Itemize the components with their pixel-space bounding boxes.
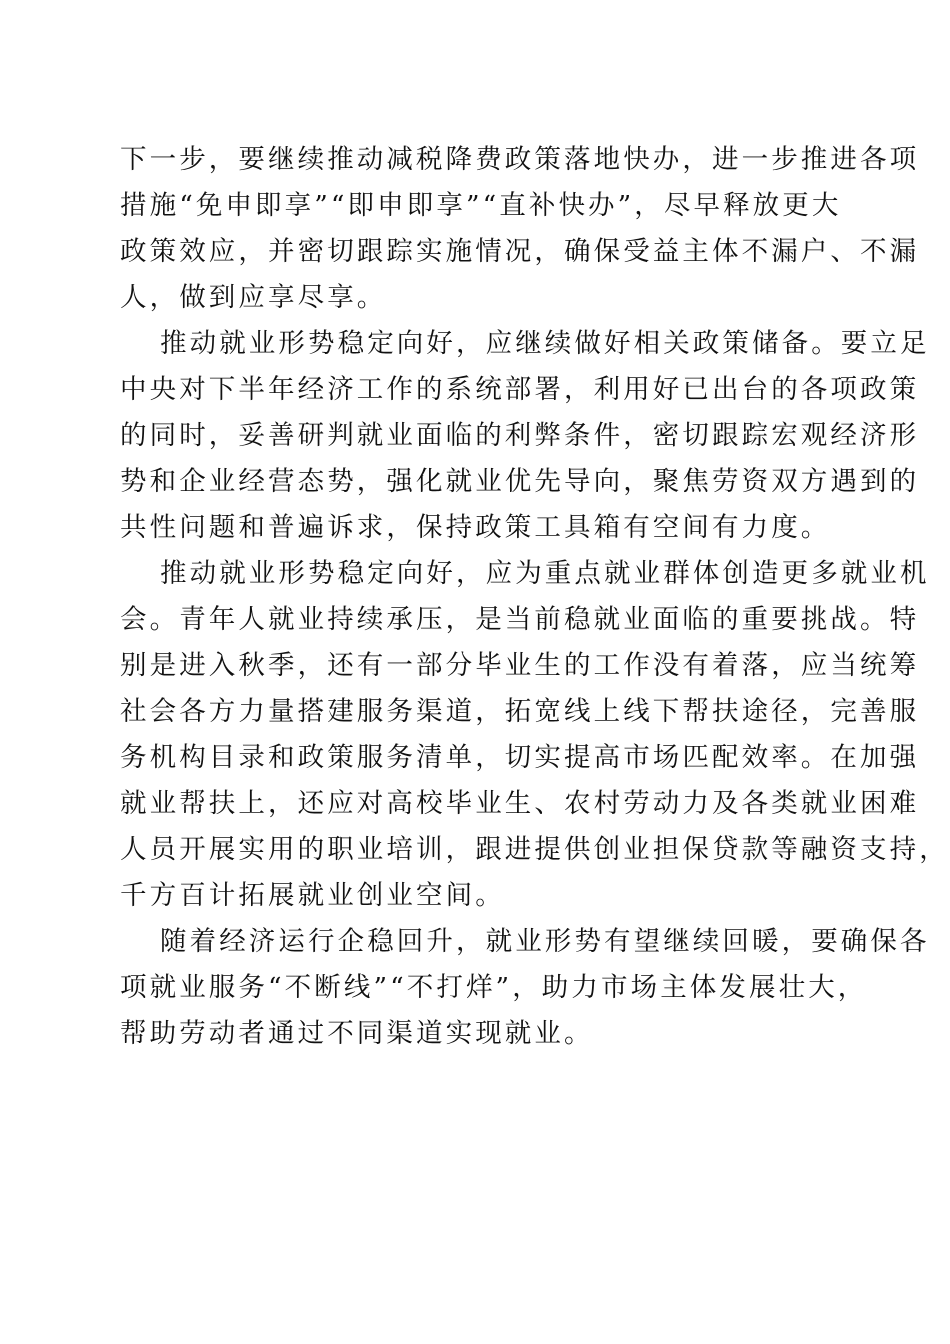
text-line: 下一步，要继续推动减税降费政策落地快办，进一步推进各项 — [120, 144, 920, 175]
paragraph-3 — [120, 551, 949, 919]
text-line: 共性问题和普遍诉求，保持政策工具箱有空间有力度。 — [120, 512, 831, 543]
text-line: 社会各方力量搭建服务渠道，拓宽线上线下帮扶途径，完善服 — [120, 696, 920, 727]
text-line: 中央对下半年经济工作的系统部署，利用好已出台的各项政策 — [120, 374, 920, 405]
text-line: 帮助劳动者通过不同渠道实现就业。 — [120, 1018, 594, 1049]
text-line: 推动就业形势稳定向好，应继续做好相关政策储备。要立足 — [160, 328, 930, 359]
paragraph-1 — [120, 137, 920, 321]
text-line: 人，做到应享尽享。 — [120, 282, 387, 313]
text-line: 项就业服务“不断线”“不打烊”，助力市场主体发展壮大， — [120, 972, 868, 1003]
text-line: 人员开展实用的职业培训，跟进提供创业担保贷款等融资支持， — [120, 834, 949, 865]
paragraph-4 — [120, 919, 930, 1057]
text-line: 推动就业形势稳定向好，应为重点就业群体创造更多就业机 — [160, 558, 930, 589]
paragraph-2 — [120, 321, 930, 551]
text-line: 的同时，妥善研判就业面临的利弊条件，密切跟踪宏观经济形 — [120, 420, 920, 451]
text-line: 务机构目录和政策服务清单，切实提高市场匹配效率。在加强 — [120, 742, 920, 773]
text-line: 就业帮扶上，还应对高校毕业生、农村劳动力及各类就业困难 — [120, 788, 920, 819]
text-line: 随着经济运行企稳回升，就业形势有望继续回暖，要确保各 — [160, 926, 930, 957]
text-line: 政策效应，并密切跟踪实施情况，确保受益主体不漏户、不漏 — [120, 236, 920, 267]
article-body — [120, 137, 949, 1057]
text-line: 千方百计拓展就业创业空间。 — [120, 880, 505, 911]
text-line: 别是进入秋季，还有一部分毕业生的工作没有着落，应当统筹 — [120, 650, 920, 681]
text-line: 会。青年人就业持续承压，是当前稳就业面临的重要挑战。特 — [120, 604, 920, 635]
text-line: 势和企业经营态势，强化就业优先导向，聚焦劳资双方遇到的 — [120, 466, 920, 497]
text-line: 措施“免申即享”“即申即享”“直补快办”，尽早释放更大 — [120, 190, 842, 221]
